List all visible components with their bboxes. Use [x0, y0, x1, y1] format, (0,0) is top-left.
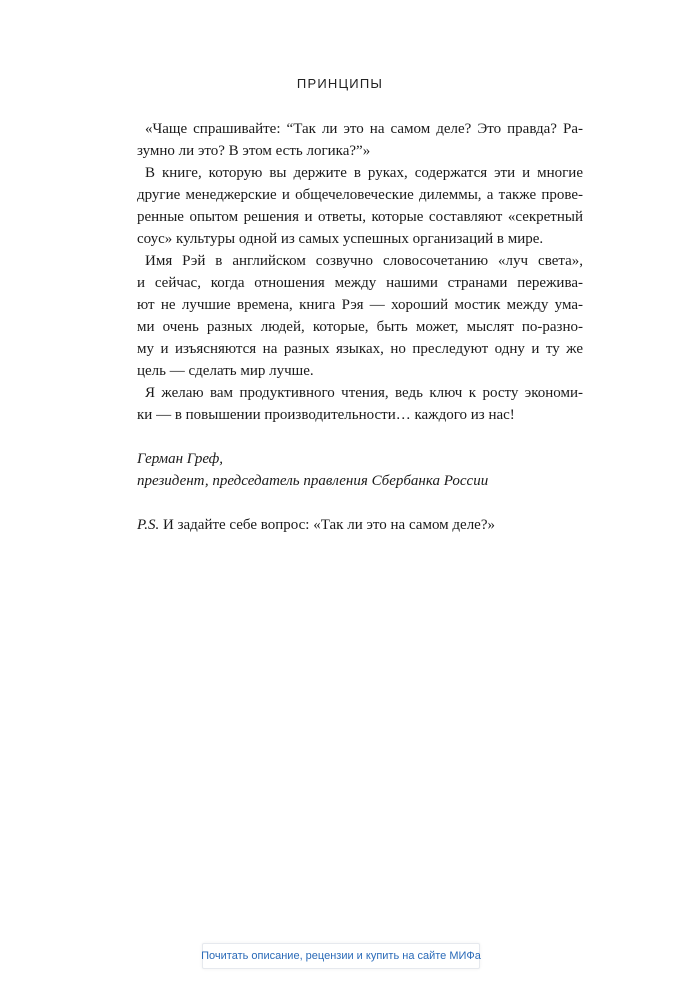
signature-name: Герман Греф, — [137, 451, 224, 467]
postscript — [137, 514, 583, 536]
text-line: цель — сделать мир лучше. — [137, 363, 314, 379]
text-line: ми очень разных людей, которые, быть может, мыслят по-разно- — [137, 319, 583, 335]
paragraph-2 — [137, 162, 583, 250]
body-text — [137, 118, 583, 536]
text-line: Имя Рэй в английском созвучно словосочетанию «луч света», — [145, 253, 583, 269]
text-line: ют не лучшие времена, книга Рэя — хороший мостик между ума- — [137, 297, 583, 313]
text-line: ренные опытом решения и ответы, которые составляют «секретный — [137, 209, 583, 225]
text-line: му и изъясняются на разных языках, но преследуют одну и ту же — [137, 341, 583, 357]
signature — [137, 448, 583, 492]
text-line: соус» культуры одной из самых успешных организаций в мире. — [137, 231, 544, 247]
paragraph-3 — [137, 250, 583, 382]
text-line: В книге, которую вы держите в руках, содержатся эти и многие — [145, 165, 583, 181]
paragraph-4 — [137, 382, 583, 426]
text-line: ки — в повышении производительности… каждого из нас! — [137, 407, 515, 423]
text-line: и сейчас, когда отношения между нашими странами пережива- — [137, 275, 583, 291]
footer-link-box — [202, 943, 480, 969]
postscript-label: P.S. — [137, 517, 160, 533]
text-line: другие менеджерские и общечеловеческие дилеммы, а также прове- — [137, 187, 583, 203]
running-head: ПРИНЦИПЫ — [296, 76, 384, 91]
signature-title: президент, председатель правления Сбербанка России — [137, 473, 489, 489]
paragraph-1 — [137, 118, 583, 162]
text-line: «Чаще спрашивайте: “Так ли это на самом деле? Это правда? Ра- — [145, 121, 583, 137]
buy-book-link[interactable]: Почитать описание, рецензии и купить на сайте МИФа — [201, 950, 481, 962]
postscript-text: И задайте себе вопрос: «Так ли это на самом деле?» — [159, 517, 495, 533]
text-line: зумно ли это? В этом есть логика?”» — [137, 143, 371, 159]
text-line: Я желаю вам продуктивного чтения, ведь ключ к росту экономи- — [145, 385, 583, 401]
